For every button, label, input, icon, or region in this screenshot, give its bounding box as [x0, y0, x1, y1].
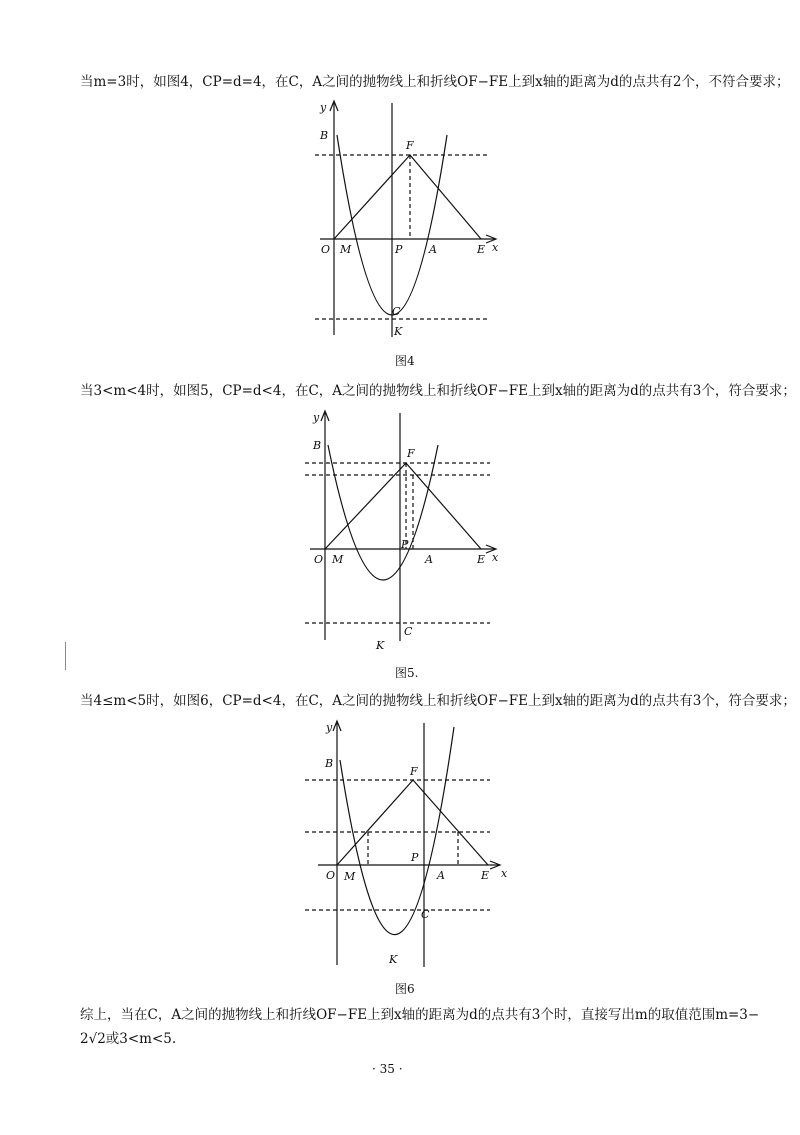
label-f: F [407, 447, 415, 460]
label-f: F [406, 139, 414, 152]
figure-5 [300, 405, 510, 650]
label-f: F [410, 765, 418, 778]
caption-fig6: 图6 [395, 982, 415, 996]
label-a: A [425, 553, 433, 566]
label-o: O [314, 553, 324, 566]
caption-fig5: 图5. [395, 666, 419, 680]
label-c: C [404, 625, 413, 638]
label-a: A [437, 869, 445, 882]
label-p: P [411, 851, 419, 864]
caption-fig4: 图4 [395, 354, 415, 368]
label-m: M [332, 553, 344, 566]
label-m: M [340, 243, 352, 256]
paragraph-m-equals-3: 当m=3时，如图4，CP=d=4，在C，A之间的抛物线上和折线OF−FE上到x轴的距离为d的点共有2个，不符合要求； [80, 74, 790, 90]
label-a: A [429, 243, 437, 256]
label-b: B [325, 757, 334, 770]
label-c: C [392, 305, 401, 318]
label-e: E [477, 243, 486, 256]
parabola [328, 445, 438, 580]
polyline-ofe [334, 155, 481, 239]
label-m: M [344, 870, 356, 883]
label-k: K [394, 325, 403, 338]
label-p: P [401, 538, 409, 551]
paragraph-conclusion: 综上，当在C，A之间的抛物线上和折线OF−FE上到x轴的距离为d的点共有3个时，直接写出m的取值范围m=3− [80, 1007, 760, 1023]
paragraph-4-le-m-lt-5: 当4≤m<5时，如图6，CP=d<4，在C，A之间的抛物线上和折线OF−FE上到x轴的距离为d的点共有3个，符合要求； [80, 693, 796, 709]
label-y: y [320, 101, 327, 114]
label-o: O [326, 869, 336, 882]
label-k: K [376, 639, 385, 650]
label-y: y [313, 411, 320, 424]
margin-mark [65, 642, 66, 670]
label-x: x [501, 867, 508, 880]
label-p: P [395, 243, 403, 256]
label-k: K [389, 953, 398, 966]
label-x: x [492, 551, 499, 564]
label-e: E [477, 553, 486, 566]
label-c: C [421, 908, 430, 921]
parabola [340, 727, 454, 935]
label-y: y [326, 721, 333, 734]
label-b: B [320, 129, 329, 142]
paragraph-3-lt-m-lt-4: 当3<m<4时，如图5，CP=d<4，在C，A之间的抛物线上和折线OF−FE上到x轴的距离为d的点共有3个，符合要求； [80, 383, 796, 399]
paragraph-conclusion-cont: 2√2或3<m<5. [80, 1031, 177, 1047]
label-b: B [313, 439, 322, 452]
page-number: · 35 · [372, 1062, 403, 1076]
polyline-ofe [325, 463, 481, 549]
label-e: E [481, 869, 490, 882]
label-o: O [321, 243, 331, 256]
label-x: x [492, 241, 499, 254]
figure-4 [300, 95, 510, 345]
figure-6 [300, 715, 510, 970]
